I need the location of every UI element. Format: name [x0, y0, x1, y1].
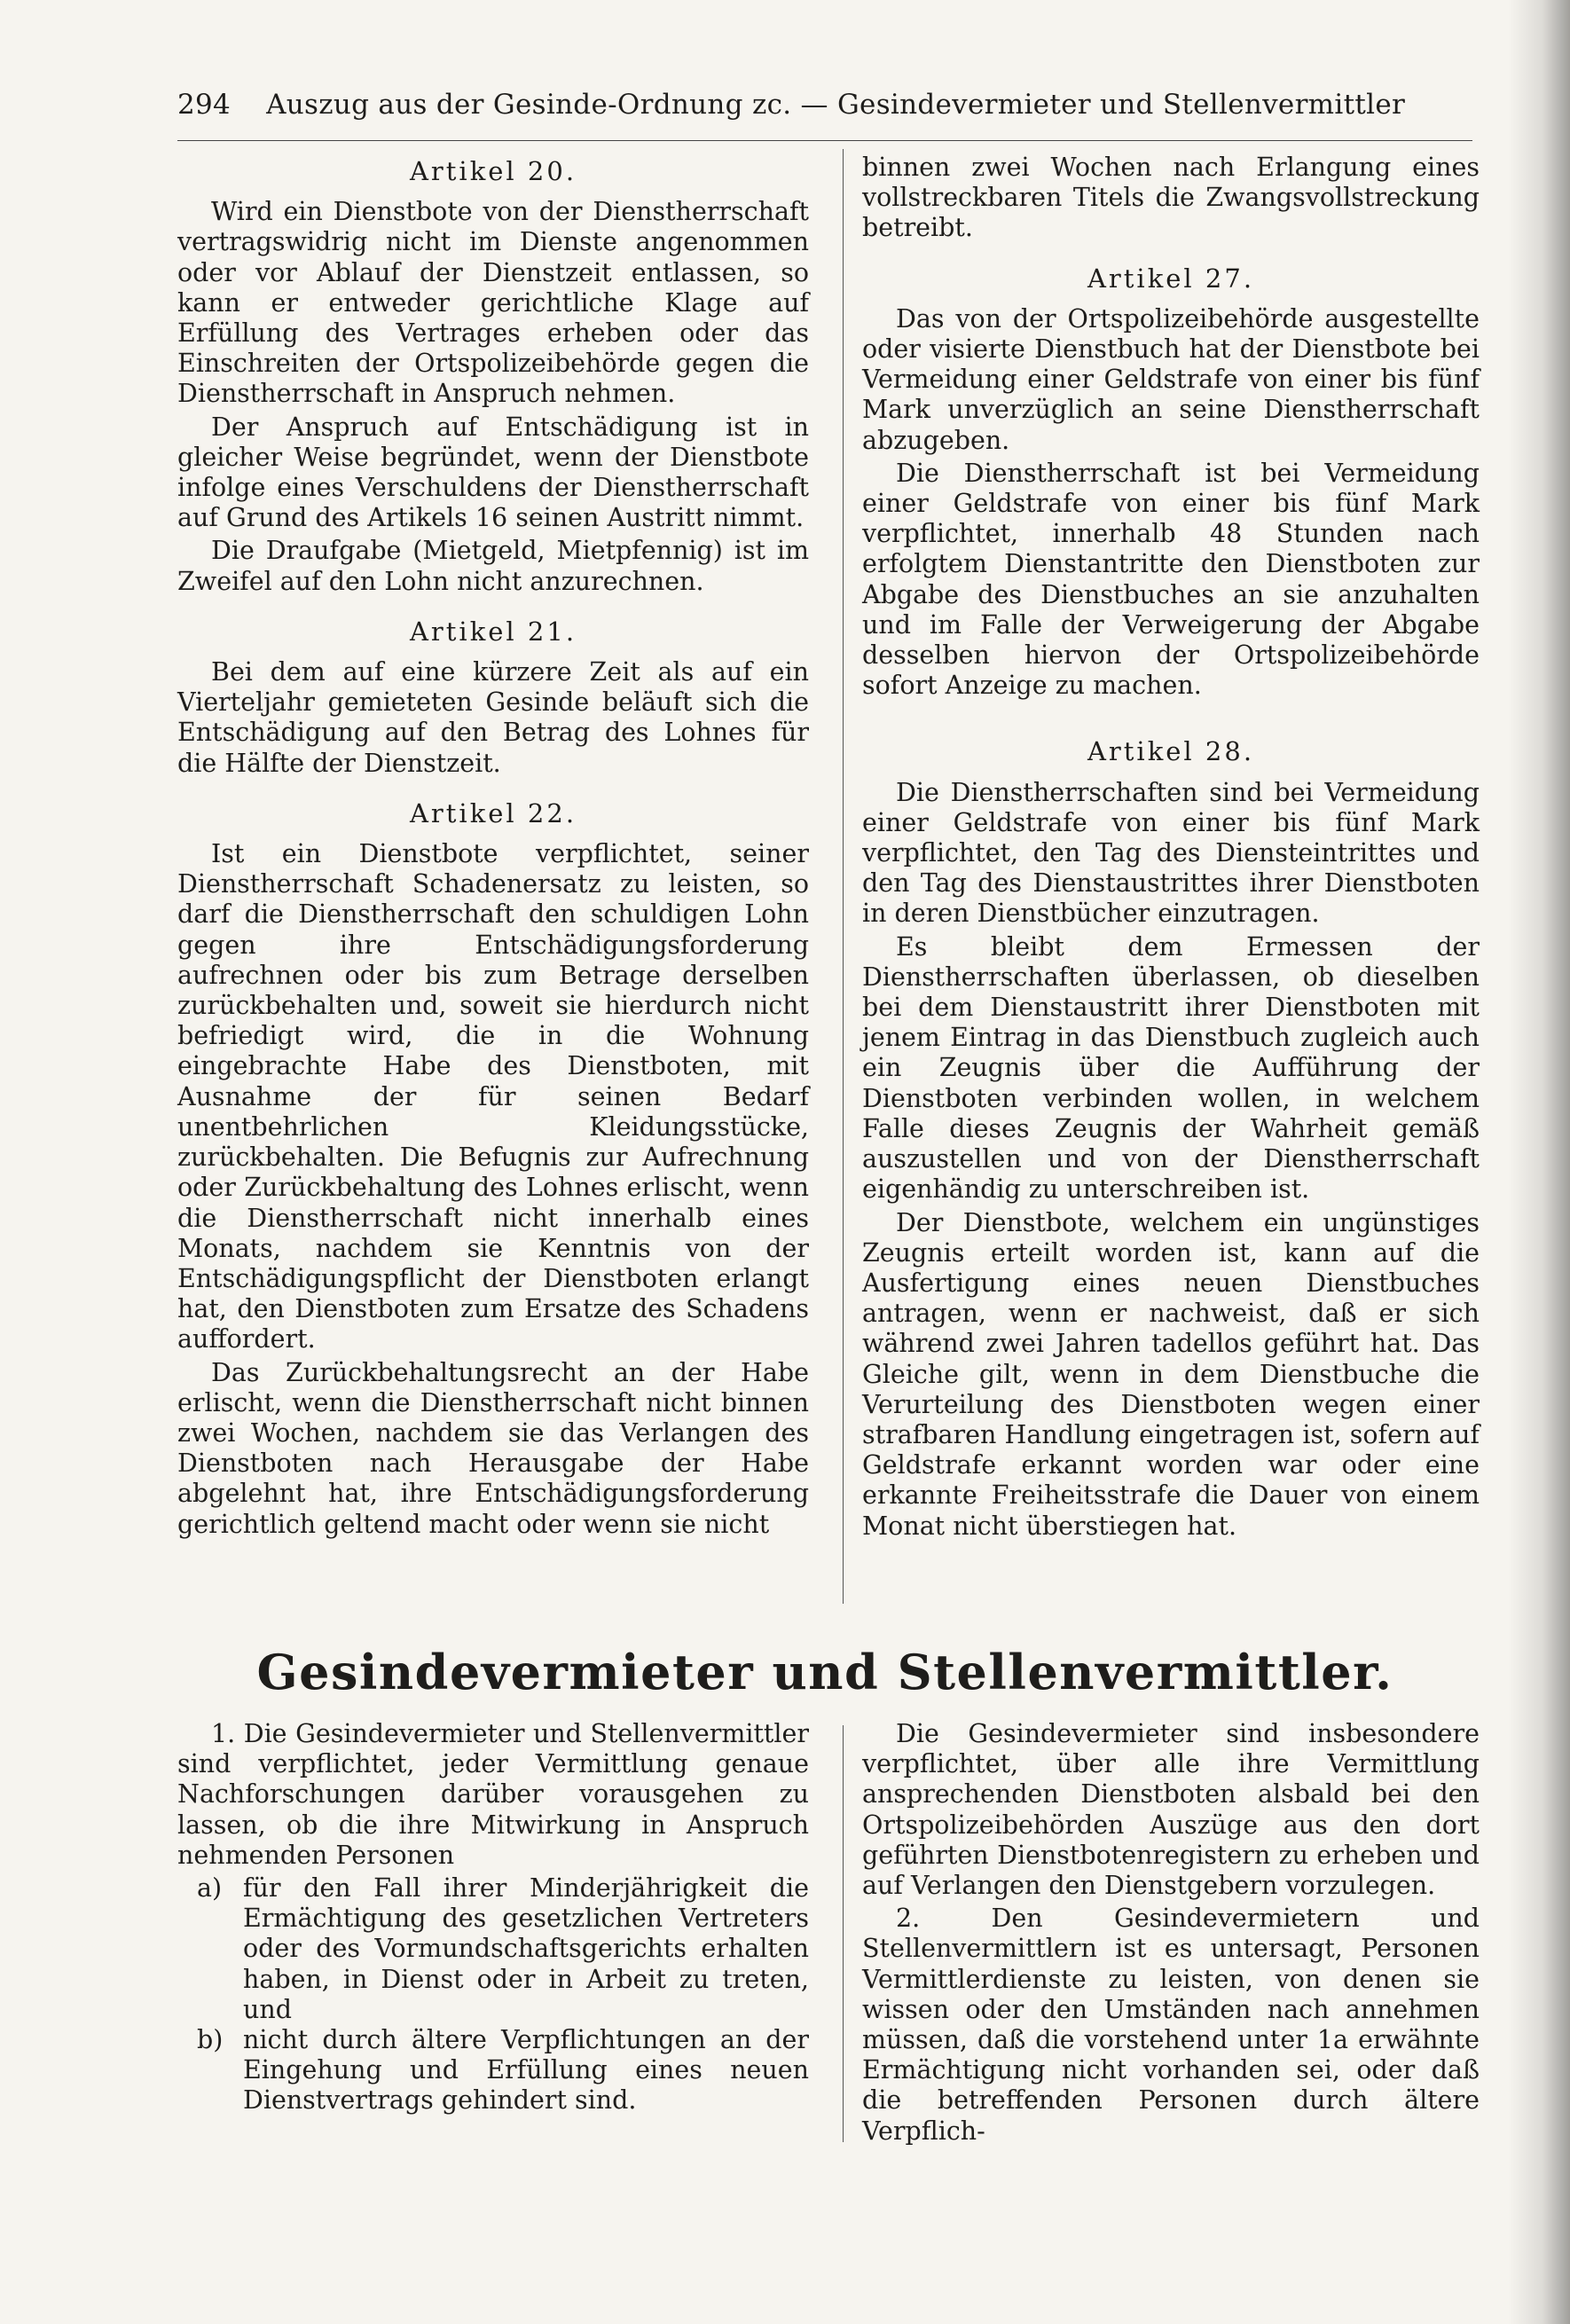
article-27-paragraph-1: Das von der Ortspolizeibehörde ausgestellte oder visierte Dienstbuch hat der Dienstbote bei Vermeidung einer Geldstrafe von einer bis fünf Mark unverzüglich an seine Dienstherrschaft abzugeben. — [862, 303, 1480, 455]
list-marker: b) — [197, 2025, 224, 2055]
list-item-text: nicht durch ältere Verpflichtungen an der Eingehung und Erfüllung eines neuen Dienstvertrags gehindert sind. — [243, 2025, 809, 2116]
section-right-column — [862, 1719, 1480, 2149]
list-item — [177, 2025, 809, 2116]
article-21-paragraph-1: Bei dem auf eine kürzere Zeit als auf ein Vierteljahr gemieteten Gesinde beläuft sich die Entschädigung auf den Betrag des Lohnes für die Hälfte der Dienstzeit. — [177, 657, 809, 778]
list-item-text: für den Fall ihrer Minderjährigkeit die Ermächtigung des gesetzlichen Vertreters oder des Vormundschaftsgerichts erhalten haben, in Dienst oder in Arbeit zu treten, und — [243, 1873, 809, 2024]
section-title: Gesindevermieter und Stellenvermittler. — [256, 1644, 1393, 1700]
article-22-paragraph-1: Ist ein Dienstbote verpflichtet, seiner Dienstherrschaft Schadenersatz zu leisten, so darf die Dienstherrschaft den schuldigen Lohn gegen ihre Entschädigungsforderung aufrechnen oder bis zum Betrage derselben zurückbehalten und, soweit sie hierdurch nicht befriedigt wird, die in die Wohnung eingebrachte Habe des Dienstboten, mit Ausnahme der für seinen Bedarf unentbehrlichen Kleidungsstücke, zurückbehalten. Die Befugnis zur Aufrechnung oder Zurückbehaltung des Lohnes erlischt, wenn die Dienstherrschaft nicht innerhalb eines Monats, nachdem sie Kenntnis von der Entschädigungspflicht der Dienstboten erlangt hat, den Dienstboten zum Ersatze des Schadens auffordert. — [177, 839, 809, 1354]
continuation-paragraph: binnen zwei Wochen nach Erlangung eines vollstreckbaren Titels die Zwangsvollstreckung betreibt. — [862, 153, 1480, 243]
section-right-paragraph-1: Die Gesindevermieter sind insbesondere verpflichtet, über alle ihre Vermittlung ansprechenden Dienstboten alsbald bei den Ortspolizeibehörden Auszüge aus den dort geführten Dienstbotenregistern zu erheben und auf Verlangen den Dienstgebern vorzulegen. — [862, 1719, 1480, 1901]
article-22-paragraph-2: Das Zurückbehaltungsrecht an der Habe erlischt, wenn die Dienstherrschaft nicht binnen zwei Wochen, nachdem sie das Verlangen des Dienstboten nach Herausgabe der Habe abgelehnt hat, ihre Entschädigungsforderung gerichtlich geltend macht oder wenn sie nicht — [177, 1357, 809, 1539]
conditions-list — [177, 1873, 809, 2116]
column-divider-upper — [843, 149, 844, 1604]
section-right-paragraph-2: 2. Den Gesindevermietern und Stellenvermittlern ist es untersagt, Personen Vermittlerdienste zu leisten, von denen sie wissen oder den Umständen nach annehmen müssen, daß die vorstehend unter 1a erwähnte Ermächtigung nicht vorhanden sei, oder daß die betreffenden Personen durch ältere Verpflich- — [862, 1904, 1480, 2146]
article-28-heading: Artikel 28. — [1087, 736, 1255, 767]
page-header — [177, 89, 1472, 121]
list-item — [177, 1873, 809, 2025]
article-20-paragraph-1: Wird ein Dienstbote von der Dienstherrschaft vertragswidrig nicht im Dienste angenommen oder vor Ablauf der Dienstzeit entlassen, so kann er entweder gerichtliche Klage auf Erfüllung des Vertrages erheben oder das Einschreiten der Ortspolizeibehörde gegen die Dienstherrschaft in Anspruch nehmen. — [177, 197, 809, 409]
header-rule — [177, 140, 1472, 141]
page-number: 294 — [177, 89, 232, 121]
list-marker: a) — [197, 1873, 223, 1904]
article-28-paragraph-2: Es bleibt dem Ermessen der Dienstherrschaften überlassen, ob dieselben bei dem Dienstaustritt ihrer Dienstboten mit jenem Eintrag in das Dienstbuch zugleich auch ein Zeugnis über die Aufführung der Dienstboten verbinden wollen, in welchem Falle dieses Zeugnis der Wahrheit gemäß auszustellen und von der Dienstherrschaft eigenhändig zu unterschreiben ist. — [862, 931, 1480, 1205]
section-paragraph-1: 1. Die Gesindevermieter und Stellenvermittler sind verpflichtet, jeder Vermittlung genaue Nachforschungen darüber vorausgehen zu lassen, ob die ihre Mitwirkung in Anspruch nehmenden Personen — [177, 1719, 809, 1870]
article-20-paragraph-2: Der Anspruch auf Entschädigung ist in gleicher Weise begründet, wenn der Dienstbote infolge eines Verschuldens der Dienstherrschaft auf Grund des Artikels 16 seinen Austritt nimmt. — [177, 412, 809, 533]
article-21-heading: Artikel 21. — [409, 616, 577, 647]
section-left-column — [177, 1719, 809, 2116]
article-27-paragraph-2: Die Dienstherrschaft ist bei Vermeidung einer Geldstrafe von einer bis fünf Mark verpflichtet, innerhalb 48 Stunden nach erfolgtem Dienstantritte den Dienstboten zur Abgabe des Dienstbuches an sie anzuhalten und im Falle der Verweigerung der Abgabe desselben hiervon der Ortspolizeibehörde sofort Anzeige zu machen. — [862, 458, 1480, 701]
article-22-heading: Artikel 22. — [409, 797, 577, 828]
article-27-heading: Artikel 27. — [1087, 263, 1255, 294]
column-divider-lower — [843, 1725, 844, 2142]
article-28-paragraph-1: Die Dienstherrschaften sind bei Vermeidung einer Geldstrafe von einer bis fünf Mark verpflichtet, den Tag des Diensteintrittes und den Tag des Dienstaustrittes ihrer Dienstboten in deren Dienstbücher einzutragen. — [862, 777, 1480, 929]
left-column — [177, 153, 809, 1543]
article-28-paragraph-3: Der Dienstbote, welchem ein ungünstiges Zeugnis erteilt worden ist, kann auf die Ausfertigung eines neuen Dienstbuches antragen, wenn er nachweist, daß er sich während zwei Jahren tadellos geführt hat. Das Gleiche gilt, wenn in dem Dienstbuche die Verurteilung des Dienstboten wegen einer strafbaren Handlung eingetragen ist, sofern auf Geldstrafe erkannt worden war oder eine erkannte Freiheitsstrafe die Dauer von einem Monat nicht überstiegen hat. — [862, 1207, 1480, 1541]
running-title: Auszug aus der Gesinde-Ordnung zc. — Gesindevermieter und Stellenvermittler — [266, 89, 1406, 121]
page-edge-shadow — [1508, 0, 1570, 2324]
article-20-heading: Artikel 20. — [409, 156, 577, 186]
article-20-paragraph-3: Die Draufgabe (Mietgeld, Mietpfennig) ist im Zweifel auf den Lohn nicht anzurechnen. — [177, 536, 809, 596]
right-column — [862, 153, 1480, 1544]
